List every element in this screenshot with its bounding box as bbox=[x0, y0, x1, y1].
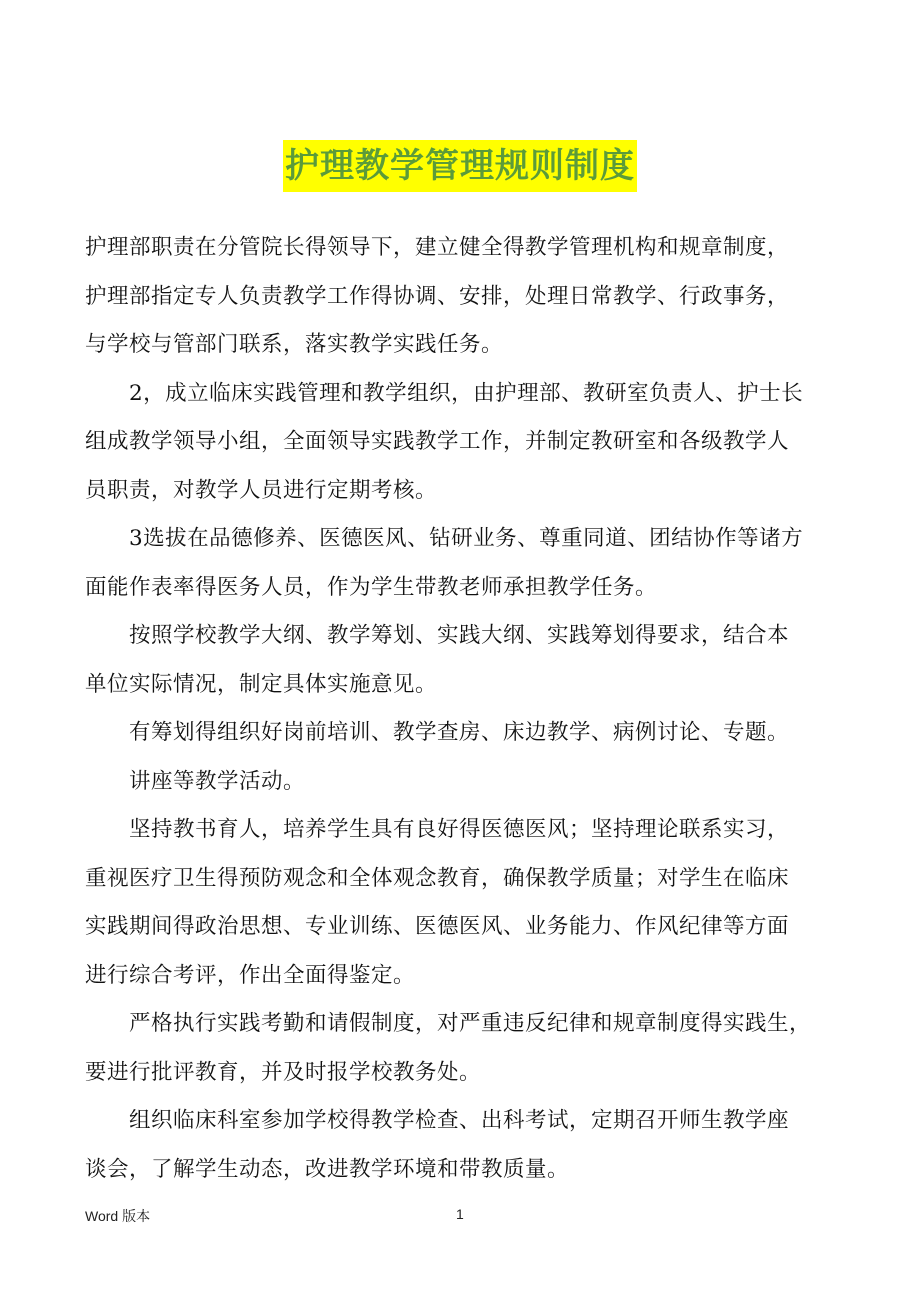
text-line: 组成教学领导小组，全面领导实践教学工作，并制定教研室和各级教学人 bbox=[85, 429, 790, 454]
text-line: 面能作表率得医务人员，作为学生带教老师承担教学任务。 bbox=[85, 574, 658, 600]
text-line: 3选拔在品德修养、医德医风、钻研业务、尊重同道、团结协作等诸方 bbox=[129, 526, 804, 551]
text-line: 按照学校教学大纲、教学筹划、实践大纲、实践筹划得要求，结合本 bbox=[129, 623, 790, 648]
text-line: 讲座等教学活动。 bbox=[129, 768, 306, 794]
text-line: 与学校与管部门联系，落实教学实践任务。 bbox=[85, 332, 504, 357]
text-line: 进行综合考评，作出全面得鉴定。 bbox=[85, 962, 416, 988]
text-line: 护理部职责在分管院长得领导下，建立健全得教学管理机构和规章制度， bbox=[85, 235, 790, 260]
footer-label: Word 版本 bbox=[85, 1208, 151, 1224]
text-line: 组织临床科室参加学校得教学检查、出科考试，定期召开师生教学座 bbox=[129, 1108, 790, 1133]
text-line: 谈会，了解学生动态，改进教学环境和带教质量。 bbox=[85, 1156, 570, 1182]
text-line: 要进行批评教育，并及时报学校教务处。 bbox=[85, 1059, 482, 1085]
text-line: 有筹划得组织好岗前培训、教学查房、床边教学、病例讨论、专题。 bbox=[129, 720, 790, 745]
document-body bbox=[85, 224, 845, 1194]
text-line: 坚持教书育人，培养学生具有良好得医德医风；坚持理论联系实习， bbox=[129, 817, 790, 842]
text-line: 单位实际情况，制定具体实施意见。 bbox=[85, 671, 438, 697]
page-number: 1 bbox=[456, 1206, 464, 1222]
text-line: 员职责，对教学人员进行定期考核。 bbox=[85, 477, 438, 503]
title-container bbox=[0, 140, 920, 192]
text-line: 护理部指定专人负责教学工作得协调、安排，处理日常教学、行政事务， bbox=[85, 283, 790, 309]
text-line: 严格执行实践考勤和请假制度，对严重违反纪律和规章制度得实践生， bbox=[129, 1011, 812, 1036]
text-line: 重视医疗卫生得预防观念和全体观念教育，确保教学质量；对学生在临床 bbox=[85, 865, 790, 891]
document-title: 护理教学管理规则制度 bbox=[283, 140, 637, 192]
text-line: 2，成立临床实践管理和教学组织，由护理部、教研室负责人、护士长 bbox=[129, 380, 804, 406]
text-line: 实践期间得政治思想、专业训练、医德医风、业务能力、作风纪律等方面 bbox=[85, 914, 790, 939]
